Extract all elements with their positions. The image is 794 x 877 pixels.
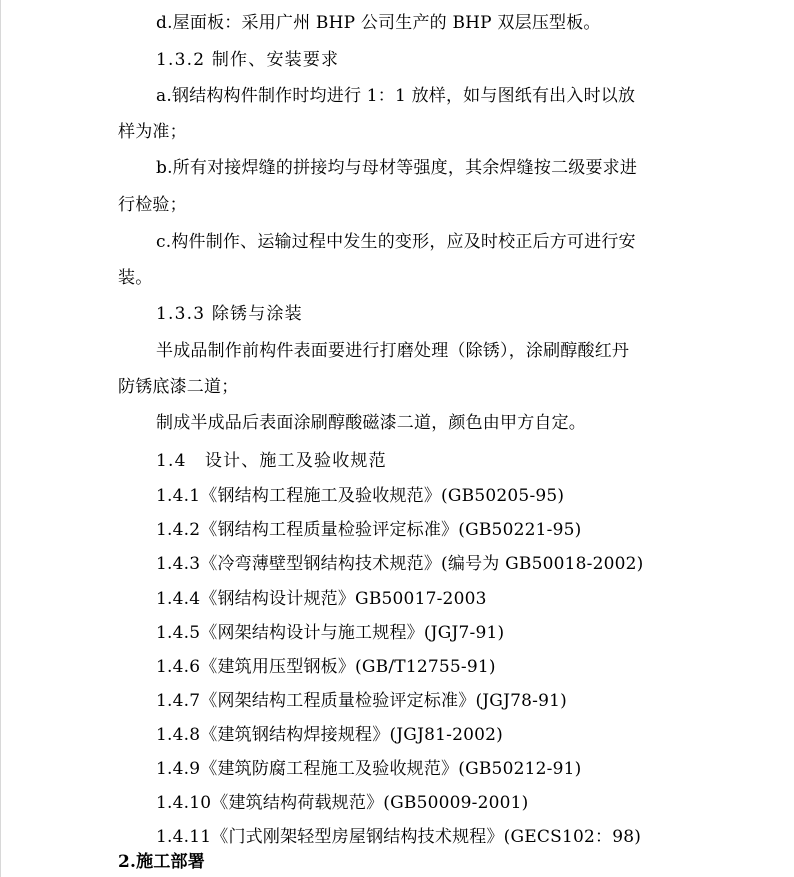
heading-1-3-2: 1.3.2 制作、安装要求 <box>156 50 340 70</box>
finish-paragraph: 制成半成品后表面涂刷醇酸磁漆二道，颜色由甲方自定。 <box>156 413 586 433</box>
rust-paragraph-line-2: 防锈底漆二道； <box>118 377 239 397</box>
standard-item: 1.4.4《钢结构设计规范》GB50017-2003 <box>156 589 487 609</box>
standard-item: 1.4.10《建筑结构荷载规范》(GB50009-2001) <box>156 793 529 813</box>
heading-1-3-3: 1.3.3 除锈与涂装 <box>156 304 303 324</box>
paragraph-c-line-2: 装。 <box>118 268 153 288</box>
standard-item: 1.4.1《钢结构工程施工及验收规范》(GB50205-95) <box>156 486 565 506</box>
standard-item: 1.4.9《建筑防腐工程施工及验收规范》(GB50212-91) <box>156 759 582 779</box>
paragraph-b-line-1: b.所有对接焊缝的拼接均与母材等强度，其余焊缝按二级要求进 <box>156 158 638 178</box>
standard-item: 1.4.5《网架结构设计与施工规程》(JGJ7-91) <box>156 623 505 643</box>
standard-item: 1.4.6《建筑用压型钢板》(GB/T12755-91) <box>156 657 496 677</box>
standard-item: 1.4.7《网架结构工程质量检验评定标准》(JGJ78-91) <box>156 691 567 711</box>
page-left-border <box>0 0 1 877</box>
standard-item: 1.4.11《门式刚架轻型房屋钢结构技术规程》(GECS102：98) <box>156 827 642 847</box>
heading-1-4: 1.4 设计、施工及验收规范 <box>156 451 387 471</box>
rust-paragraph-line-1: 半成品制作前构件表面要进行打磨处理（除锈），涂刷醇酸红丹 <box>156 341 630 361</box>
section-2-heading: 2.施工部署 <box>118 852 205 872</box>
standard-item: 1.4.3《冷弯薄壁型钢结构技术规范》(编号为 GB50018-2002) <box>156 554 644 574</box>
paragraph-b-line-2: 行检验； <box>118 195 187 215</box>
paragraph-c-line-1: c.构件制作、运输过程中发生的变形，应及时校正后方可进行安 <box>156 232 636 252</box>
standard-item: 1.4.2《钢结构工程质量检验评定标准》(GB50221-95) <box>156 520 582 540</box>
standard-item: 1.4.8《建筑钢结构焊接规程》(JGJ81-2002) <box>156 725 503 745</box>
paragraph-a-line-2: 样为准； <box>118 122 187 142</box>
roof-panel-paragraph: d.屋面板：采用广州 BHP 公司生产的 BHP 双层压型板。 <box>156 13 601 33</box>
paragraph-a-line-1: a.钢结构构件制作时均进行 1：1 放样，如与图纸有出入时以放 <box>156 86 636 106</box>
